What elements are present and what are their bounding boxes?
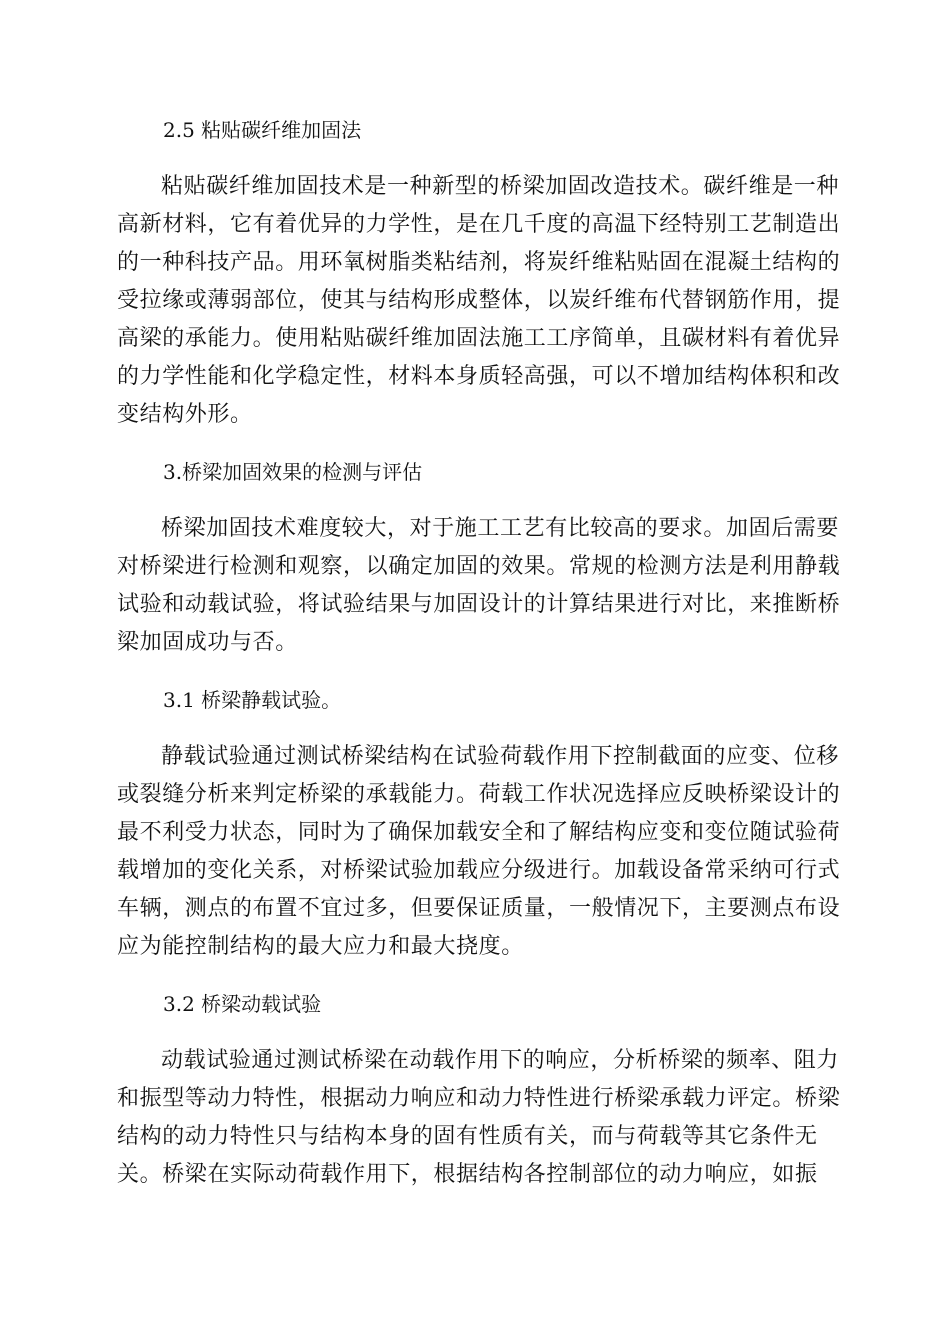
section-heading-2-5: 2.5 粘贴碳纤维加固法 <box>163 118 362 142</box>
document-page <box>117 112 841 1214</box>
text-line: 高梁的承能力。使用粘贴碳纤维加固法施工工序简单，且碳材料有着优异 <box>117 326 841 351</box>
text-line: 梁加固成功与否。 <box>117 630 298 655</box>
section-heading-3: 3.桥梁加固效果的检测与评估 <box>163 460 423 484</box>
text-line: 桥梁加固技术难度较大，对于施工工艺有比较高的要求。加固后需要 <box>161 516 840 541</box>
text-line: 对桥梁进行检测和观察，以确定加固的效果。常规的检测方法是利用静载 <box>117 554 841 579</box>
text-line: 静载试验通过测试桥梁结构在试验荷载作用下控制截面的应变、位移 <box>161 744 840 769</box>
text-line: 粘贴碳纤维加固技术是一种新型的桥梁加固改造技术。碳纤维是一种 <box>161 174 840 199</box>
text-line: 高新材料，它有着优异的力学性，是在几千度的高温下经特别工艺制造出 <box>117 212 841 237</box>
section-heading-3-2: 3.2 桥梁动载试验 <box>163 992 322 1016</box>
paragraph-inspection <box>117 510 841 662</box>
text-line: 变结构外形。 <box>117 402 253 427</box>
text-line: 的力学性能和化学稳定性，材料本身质轻高强，可以不增加结构体积和改 <box>117 364 841 389</box>
text-line: 结构的动力特性只与结构本身的固有性质有关，而与荷载等其它条件无 <box>117 1124 818 1149</box>
text-line: 的一种科技产品。用环氧树脂类粘结剂，将炭纤维粘贴固在混凝土结构的 <box>117 250 841 275</box>
text-line: 试验和动载试验，将试验结果与加固设计的计算结果进行对比，来推断桥 <box>117 592 841 617</box>
paragraph-carbon-fiber <box>117 168 841 434</box>
text-line: 受拉缘或薄弱部位，使其与结构形成整体，以炭纤维布代替钢筋作用，提 <box>117 288 841 313</box>
section-heading-3-1: 3.1 桥梁静载试验。 <box>163 688 342 712</box>
text-line: 最不利受力状态，同时为了确保加载安全和了解结构应变和变位随试验荷 <box>117 820 841 845</box>
text-line: 或裂缝分析来判定桥梁的承载能力。荷载工作状况选择应反映桥梁设计的 <box>117 782 841 807</box>
text-line: 和振型等动力特性，根据动力响应和动力特性进行桥梁承载力评定。桥梁 <box>117 1086 841 1111</box>
text-line: 车辆，测点的布置不宜过多，但要保证质量，一般情况下，主要测点布设 <box>117 896 841 921</box>
text-line: 关。桥梁在实际动荷载作用下，根据结构各控制部位的动力响应，如振 <box>117 1162 818 1187</box>
text-line: 动载试验通过测试桥梁在动载作用下的响应，分析桥梁的频率、阻力 <box>161 1048 840 1073</box>
text-line: 载增加的变化关系，对桥梁试验加载应分级进行。加载设备常采纳可行式 <box>117 858 841 883</box>
paragraph-static-load <box>117 738 841 966</box>
text-line: 应为能控制结构的最大应力和最大挠度。 <box>117 934 524 959</box>
paragraph-dynamic-load <box>117 1042 841 1194</box>
